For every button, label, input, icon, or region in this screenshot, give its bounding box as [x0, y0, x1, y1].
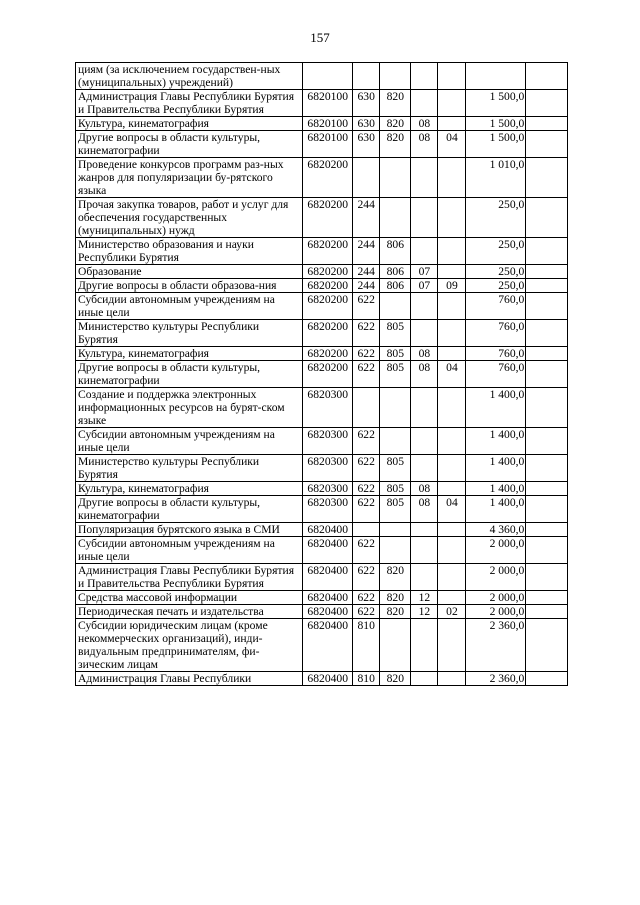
target-code-cell: 6820100 [302, 90, 352, 117]
ministry-code-cell: 805 [379, 320, 410, 347]
table-row [76, 63, 568, 90]
row-name-cell: Администрация Главы Республики [76, 672, 303, 686]
target-code-cell: 6820200 [302, 265, 352, 279]
section-cell: 07 [410, 265, 437, 279]
expense-type-cell: 630 [352, 131, 379, 158]
target-code-cell: 6820200 [302, 320, 352, 347]
expense-type-cell: 622 [352, 537, 379, 564]
subsection-cell [437, 455, 465, 482]
expense-type-cell: 622 [352, 428, 379, 455]
ministry-code-cell: 820 [379, 90, 410, 117]
section-cell [410, 388, 437, 428]
amount-cell: 1 400,0 [466, 482, 526, 496]
amount-cell: 1 500,0 [466, 131, 526, 158]
target-code-cell: 6820200 [302, 347, 352, 361]
section-cell [410, 564, 437, 591]
empty-cell [526, 279, 568, 293]
target-code-cell: 6820200 [302, 279, 352, 293]
table-row [76, 605, 568, 619]
ministry-code-cell: 820 [379, 117, 410, 131]
target-code-cell: 6820400 [302, 523, 352, 537]
section-cell: 08 [410, 347, 437, 361]
amount-cell: 2 000,0 [466, 605, 526, 619]
amount-cell: 1 010,0 [466, 158, 526, 198]
amount-cell: 250,0 [466, 238, 526, 265]
subsection-cell: 02 [437, 605, 465, 619]
empty-cell [526, 388, 568, 428]
ministry-code-cell: 806 [379, 279, 410, 293]
section-cell: 12 [410, 605, 437, 619]
row-name-cell: Образование [76, 265, 303, 279]
empty-cell [526, 131, 568, 158]
table-row [76, 619, 568, 672]
amount-cell: 4 360,0 [466, 523, 526, 537]
subsection-cell [437, 238, 465, 265]
empty-cell [526, 90, 568, 117]
table-row [76, 320, 568, 347]
ministry-code-cell [379, 619, 410, 672]
empty-cell [526, 672, 568, 686]
ministry-code-cell [379, 198, 410, 238]
empty-cell [526, 198, 568, 238]
empty-cell [526, 619, 568, 672]
amount-cell: 1 500,0 [466, 117, 526, 131]
subsection-cell [437, 523, 465, 537]
table-row [76, 496, 568, 523]
target-code-cell: 6820200 [302, 158, 352, 198]
row-name-cell: Субсидии юридическим лицам (кроме некоммерческих организаций), инди-видуальным предпринимателям, фи-зическим лицам [76, 619, 303, 672]
amount-cell: 1 400,0 [466, 455, 526, 482]
ministry-code-cell: 820 [379, 605, 410, 619]
budget-table [75, 62, 568, 686]
section-cell [410, 672, 437, 686]
amount-cell: 2 000,0 [466, 537, 526, 564]
expense-type-cell: 622 [352, 564, 379, 591]
empty-cell [526, 347, 568, 361]
subsection-cell [437, 90, 465, 117]
section-cell [410, 428, 437, 455]
empty-cell [526, 320, 568, 347]
ministry-code-cell: 805 [379, 482, 410, 496]
section-cell: 12 [410, 591, 437, 605]
row-name-cell: Средства массовой информации [76, 591, 303, 605]
subsection-cell [437, 388, 465, 428]
table-row [76, 388, 568, 428]
expense-type-cell [352, 158, 379, 198]
subsection-cell [437, 537, 465, 564]
subsection-cell [437, 564, 465, 591]
amount-cell: 2 360,0 [466, 619, 526, 672]
table-row [76, 564, 568, 591]
expense-type-cell: 622 [352, 496, 379, 523]
amount-cell: 760,0 [466, 361, 526, 388]
subsection-cell: 04 [437, 496, 465, 523]
table-row [76, 428, 568, 455]
expense-type-cell: 622 [352, 591, 379, 605]
row-name-cell: Проведение конкурсов программ раз-ных жанров для популяризации бу-рятского языка [76, 158, 303, 198]
expense-type-cell: 244 [352, 238, 379, 265]
expense-type-cell: 244 [352, 279, 379, 293]
amount-cell: 2 360,0 [466, 672, 526, 686]
ministry-code-cell: 806 [379, 238, 410, 265]
ministry-code-cell: 805 [379, 496, 410, 523]
ministry-code-cell [379, 158, 410, 198]
row-name-cell: Субсидии автономным учреждениям на иные цели [76, 428, 303, 455]
section-cell [410, 238, 437, 265]
subsection-cell: 04 [437, 361, 465, 388]
amount-cell: 2 000,0 [466, 591, 526, 605]
expense-type-cell: 630 [352, 90, 379, 117]
table-row [76, 265, 568, 279]
empty-cell [526, 591, 568, 605]
empty-cell [526, 428, 568, 455]
ministry-code-cell [379, 428, 410, 455]
ministry-code-cell [379, 537, 410, 564]
section-cell [410, 619, 437, 672]
table-row [76, 482, 568, 496]
expense-type-cell: 622 [352, 320, 379, 347]
row-name-cell: Администрация Главы Республики Бурятия и Правительства Республики Бурятия [76, 90, 303, 117]
section-cell [410, 293, 437, 320]
expense-type-cell: 244 [352, 265, 379, 279]
table-row [76, 361, 568, 388]
table-row [76, 347, 568, 361]
empty-cell [526, 293, 568, 320]
ministry-code-cell [379, 63, 410, 90]
section-cell [410, 90, 437, 117]
row-name-cell: Субсидии автономным учреждениям на иные цели [76, 537, 303, 564]
target-code-cell: 6820300 [302, 482, 352, 496]
expense-type-cell [352, 388, 379, 428]
empty-cell [526, 537, 568, 564]
section-cell: 08 [410, 361, 437, 388]
table-row [76, 523, 568, 537]
amount-cell: 250,0 [466, 198, 526, 238]
expense-type-cell: 630 [352, 117, 379, 131]
table-row [76, 90, 568, 117]
target-code-cell: 6820200 [302, 293, 352, 320]
target-code-cell: 6820100 [302, 131, 352, 158]
section-cell: 08 [410, 131, 437, 158]
expense-type-cell: 622 [352, 455, 379, 482]
ministry-code-cell [379, 523, 410, 537]
section-cell [410, 198, 437, 238]
ministry-code-cell: 805 [379, 455, 410, 482]
target-code-cell: 6820400 [302, 564, 352, 591]
section-cell [410, 523, 437, 537]
amount-cell: 1 400,0 [466, 428, 526, 455]
subsection-cell: 04 [437, 131, 465, 158]
row-name-cell: Другие вопросы в области культуры, кинематографии [76, 361, 303, 388]
ministry-code-cell: 820 [379, 672, 410, 686]
table-row [76, 537, 568, 564]
subsection-cell [437, 591, 465, 605]
section-cell: 07 [410, 279, 437, 293]
row-name-cell: Культура, кинематография [76, 347, 303, 361]
target-code-cell: 6820400 [302, 672, 352, 686]
row-name-cell: Другие вопросы в области культуры, кинематографии [76, 131, 303, 158]
target-code-cell [302, 63, 352, 90]
amount-cell: 1 400,0 [466, 496, 526, 523]
ministry-code-cell: 820 [379, 591, 410, 605]
empty-cell [526, 158, 568, 198]
section-cell: 08 [410, 117, 437, 131]
expense-type-cell: 810 [352, 619, 379, 672]
section-cell [410, 455, 437, 482]
target-code-cell: 6820200 [302, 198, 352, 238]
table-row [76, 279, 568, 293]
expense-type-cell: 622 [352, 361, 379, 388]
row-name-cell: Министерство культуры Республики Бурятия [76, 455, 303, 482]
table-row [76, 672, 568, 686]
budget-table-body [76, 63, 568, 686]
ministry-code-cell: 805 [379, 347, 410, 361]
amount-cell: 760,0 [466, 347, 526, 361]
subsection-cell [437, 428, 465, 455]
ministry-code-cell [379, 293, 410, 320]
row-name-cell: Субсидии автономным учреждениям на иные цели [76, 293, 303, 320]
amount-cell: 2 000,0 [466, 564, 526, 591]
subsection-cell [437, 619, 465, 672]
section-cell [410, 158, 437, 198]
empty-cell [526, 605, 568, 619]
empty-cell [526, 496, 568, 523]
table-row [76, 117, 568, 131]
section-cell [410, 537, 437, 564]
table-row [76, 591, 568, 605]
section-cell: 08 [410, 482, 437, 496]
section-cell: 08 [410, 496, 437, 523]
expense-type-cell [352, 63, 379, 90]
amount-cell: 760,0 [466, 293, 526, 320]
section-cell [410, 63, 437, 90]
section-cell [410, 320, 437, 347]
table-row [76, 455, 568, 482]
expense-type-cell [352, 523, 379, 537]
row-name-cell: Культура, кинематография [76, 482, 303, 496]
empty-cell [526, 455, 568, 482]
amount-cell: 250,0 [466, 279, 526, 293]
row-name-cell: Культура, кинематография [76, 117, 303, 131]
target-code-cell: 6820300 [302, 455, 352, 482]
subsection-cell [437, 198, 465, 238]
ministry-code-cell: 806 [379, 265, 410, 279]
ministry-code-cell: 805 [379, 361, 410, 388]
empty-cell [526, 523, 568, 537]
target-code-cell: 6820300 [302, 428, 352, 455]
subsection-cell [437, 63, 465, 90]
table-row [76, 131, 568, 158]
row-name-cell: Периодическая печать и издательства [76, 605, 303, 619]
amount-cell: 1 500,0 [466, 90, 526, 117]
page-number: 157 [310, 30, 330, 45]
subsection-cell [437, 293, 465, 320]
table-row [76, 158, 568, 198]
target-code-cell: 6820300 [302, 496, 352, 523]
empty-cell [526, 482, 568, 496]
table-row [76, 238, 568, 265]
subsection-cell [437, 672, 465, 686]
amount-cell: 760,0 [466, 320, 526, 347]
row-name-cell: Министерство культуры Республики Бурятия [76, 320, 303, 347]
expense-type-cell: 622 [352, 293, 379, 320]
empty-cell [526, 564, 568, 591]
ministry-code-cell: 820 [379, 564, 410, 591]
expense-type-cell: 622 [352, 347, 379, 361]
row-name-cell: Прочая закупка товаров, работ и услуг для обеспечения государственных (муниципальных) нужд [76, 198, 303, 238]
target-code-cell: 6820400 [302, 605, 352, 619]
expense-type-cell: 810 [352, 672, 379, 686]
empty-cell [526, 63, 568, 90]
row-name-cell: Другие вопросы в области образова-ния [76, 279, 303, 293]
amount-cell: 1 400,0 [466, 388, 526, 428]
expense-type-cell: 244 [352, 198, 379, 238]
target-code-cell: 6820300 [302, 388, 352, 428]
subsection-cell [437, 265, 465, 279]
expense-type-cell: 622 [352, 605, 379, 619]
table-row [76, 293, 568, 320]
subsection-cell [437, 158, 465, 198]
ministry-code-cell: 820 [379, 131, 410, 158]
subsection-cell [437, 320, 465, 347]
amount-cell [466, 63, 526, 90]
target-code-cell: 6820200 [302, 361, 352, 388]
subsection-cell [437, 347, 465, 361]
empty-cell [526, 265, 568, 279]
subsection-cell: 09 [437, 279, 465, 293]
row-name-cell: Популяризация бурятского языка в СМИ [76, 523, 303, 537]
table-row [76, 198, 568, 238]
row-name-cell: Другие вопросы в области культуры, кинематографии [76, 496, 303, 523]
subsection-cell [437, 117, 465, 131]
target-code-cell: 6820400 [302, 537, 352, 564]
target-code-cell: 6820400 [302, 591, 352, 605]
empty-cell [526, 117, 568, 131]
row-name-cell: Администрация Главы Республики Бурятия и Правительства Республики Бурятия [76, 564, 303, 591]
subsection-cell [437, 482, 465, 496]
empty-cell [526, 361, 568, 388]
row-name-cell: циям (за исключением государствен-ных (муниципальных) учреждений) [76, 63, 303, 90]
row-name-cell: Министерство образования и науки Республики Бурятия [76, 238, 303, 265]
amount-cell: 250,0 [466, 265, 526, 279]
row-name-cell: Создание и поддержка электронных информационных ресурсов на бурят-ском языке [76, 388, 303, 428]
ministry-code-cell [379, 388, 410, 428]
target-code-cell: 6820400 [302, 619, 352, 672]
empty-cell [526, 238, 568, 265]
target-code-cell: 6820200 [302, 238, 352, 265]
target-code-cell: 6820100 [302, 117, 352, 131]
expense-type-cell: 622 [352, 482, 379, 496]
